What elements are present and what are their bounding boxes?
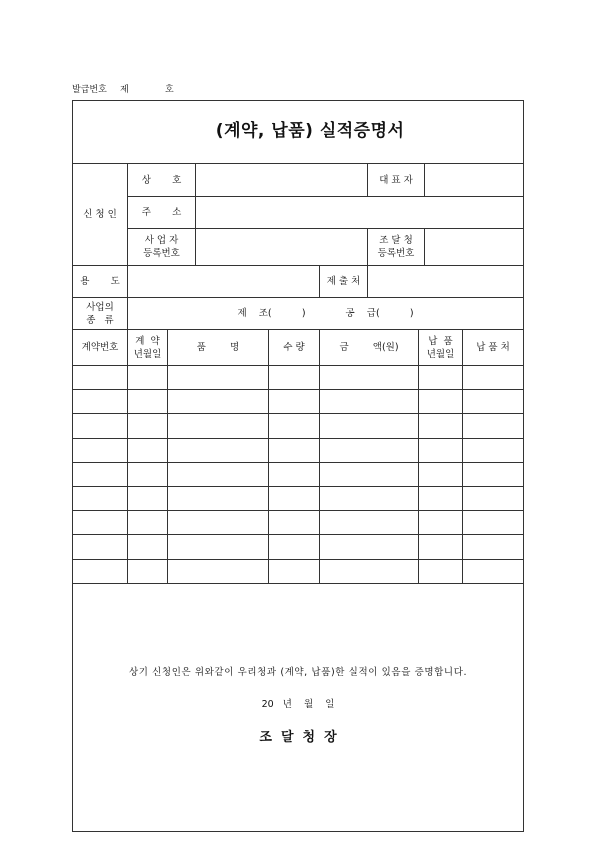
amount-cell (320, 414, 419, 438)
delivery-date-cell (419, 486, 463, 510)
business-reg-field (196, 229, 368, 266)
quantity-cell (269, 486, 320, 510)
quantity-cell (269, 438, 320, 462)
applicant-label: 신 청 인 (73, 164, 128, 266)
certification-cell (73, 583, 524, 831)
delivered-to-cell (463, 511, 524, 535)
supply-option: 공 급( ) (345, 308, 414, 319)
contract-number-cell (73, 486, 128, 510)
delivery-date-cell (419, 511, 463, 535)
delivered-to-cell (463, 486, 524, 510)
item-name-cell (168, 366, 269, 390)
quantity-cell (269, 535, 320, 559)
address-label: 주 소 (128, 197, 196, 229)
business-type-label-line2: 종 류 (86, 314, 114, 326)
representative-field (425, 164, 524, 197)
item-name-cell (168, 414, 269, 438)
trade-name-label: 상 호 (128, 164, 196, 197)
business-reg-label-line1: 사 업 자 (144, 235, 179, 246)
address-field (196, 197, 524, 229)
contract-date-cell (128, 462, 168, 486)
delivery-date-cell (419, 390, 463, 414)
business-type-label (73, 298, 128, 330)
table-row (73, 535, 524, 559)
header-contract-number: 계약번호 (73, 330, 128, 366)
title-cell (73, 101, 524, 164)
amount-cell (320, 390, 419, 414)
amount-cell (320, 438, 419, 462)
contract-date-cell (128, 390, 168, 414)
certification-date: 20 년 월 일 (261, 698, 335, 710)
contract-date-cell (128, 366, 168, 390)
amount-cell (320, 486, 419, 510)
header-delivered-to: 납 품 처 (463, 330, 524, 366)
amount-cell (320, 511, 419, 535)
header-amount: 금 액(원) (320, 330, 419, 366)
table-row (73, 414, 524, 438)
contract-number-cell (73, 559, 128, 583)
item-name-cell (168, 390, 269, 414)
business-type-label-line1: 사업의 (86, 301, 114, 313)
header-contract-date (128, 330, 168, 366)
business-type-field (128, 298, 524, 330)
contract-number-cell (73, 535, 128, 559)
amount-cell (320, 535, 419, 559)
contract-number-cell (73, 511, 128, 535)
issue-number-line (72, 84, 212, 96)
delivered-to-cell (463, 559, 524, 583)
submit-to-field (368, 266, 524, 298)
delivery-date-cell (419, 366, 463, 390)
contract-date-cell (128, 486, 168, 510)
delivered-to-cell (463, 462, 524, 486)
pps-reg-label (368, 229, 425, 266)
header-item-name: 품 명 (168, 330, 269, 366)
issue-number-prefix: 제 (120, 85, 129, 95)
record-table-body (73, 366, 524, 584)
pps-reg-field (425, 229, 524, 266)
contract-number-cell (73, 438, 128, 462)
quantity-cell (269, 390, 320, 414)
table-row (73, 390, 524, 414)
pps-reg-label-line2: 등록번호 (377, 248, 415, 259)
contract-number-cell (73, 462, 128, 486)
submit-to-label: 제 출 처 (320, 266, 368, 298)
contract-number-cell (73, 366, 128, 390)
certification-statement: 상기 신청인은 위와같이 우리청과 (계약, 납품)한 실적이 있음을 증명합니다. (128, 666, 468, 678)
delivered-to-cell (463, 414, 524, 438)
delivery-date-cell (419, 535, 463, 559)
certificate-form (72, 100, 524, 832)
header-delivery-date-line2: 년월일 (426, 348, 455, 360)
certification-block (73, 610, 523, 805)
trade-name-field (196, 164, 368, 197)
header-delivery-date-line1: 납 품 (428, 335, 453, 347)
item-name-cell (168, 462, 269, 486)
item-name-cell (168, 535, 269, 559)
item-name-cell (168, 438, 269, 462)
quantity-cell (269, 462, 320, 486)
representative-label: 대 표 자 (368, 164, 425, 197)
issue-number-label: 발급번호 (72, 85, 107, 95)
delivered-to-cell (463, 438, 524, 462)
delivered-to-cell (463, 390, 524, 414)
purpose-label: 용 도 (73, 266, 128, 298)
quantity-cell (269, 414, 320, 438)
delivered-to-cell (463, 535, 524, 559)
contract-date-cell (128, 414, 168, 438)
header-contract-date-line2: 년월일 (133, 348, 162, 360)
certification-issuer: 조 달 청 장 (259, 729, 337, 745)
contract-number-cell (73, 390, 128, 414)
delivered-to-cell (463, 366, 524, 390)
contract-date-cell (128, 559, 168, 583)
business-reg-label-line2: 등록번호 (143, 248, 180, 259)
pps-reg-label-line1: 조 달 청 (379, 235, 413, 246)
item-name-cell (168, 511, 269, 535)
purpose-field (128, 266, 320, 298)
amount-cell (320, 462, 419, 486)
table-row (73, 438, 524, 462)
contract-number-cell (73, 414, 128, 438)
delivery-date-cell (419, 462, 463, 486)
header-quantity: 수 량 (269, 330, 320, 366)
amount-cell (320, 366, 419, 390)
delivery-date-cell (419, 559, 463, 583)
issue-number-suffix: 호 (165, 85, 174, 95)
amount-cell (320, 559, 419, 583)
delivery-date-cell (419, 438, 463, 462)
table-row (73, 366, 524, 390)
item-name-cell (168, 559, 269, 583)
contract-date-cell (128, 535, 168, 559)
table-row (73, 462, 524, 486)
page-title: (계약, 납품) 실적증명서 (215, 120, 405, 141)
header-contract-date-line1: 계 약 (135, 335, 160, 347)
record-table-header (73, 330, 524, 366)
table-row (73, 511, 524, 535)
contract-date-cell (128, 511, 168, 535)
quantity-cell (269, 511, 320, 535)
manufacture-option: 제 조( ) (237, 308, 306, 319)
item-name-cell (168, 486, 269, 510)
quantity-cell (269, 366, 320, 390)
delivery-date-cell (419, 414, 463, 438)
table-row (73, 486, 524, 510)
contract-date-cell (128, 438, 168, 462)
quantity-cell (269, 559, 320, 583)
business-reg-label (128, 229, 196, 266)
header-delivery-date (419, 330, 463, 366)
table-row (73, 559, 524, 583)
